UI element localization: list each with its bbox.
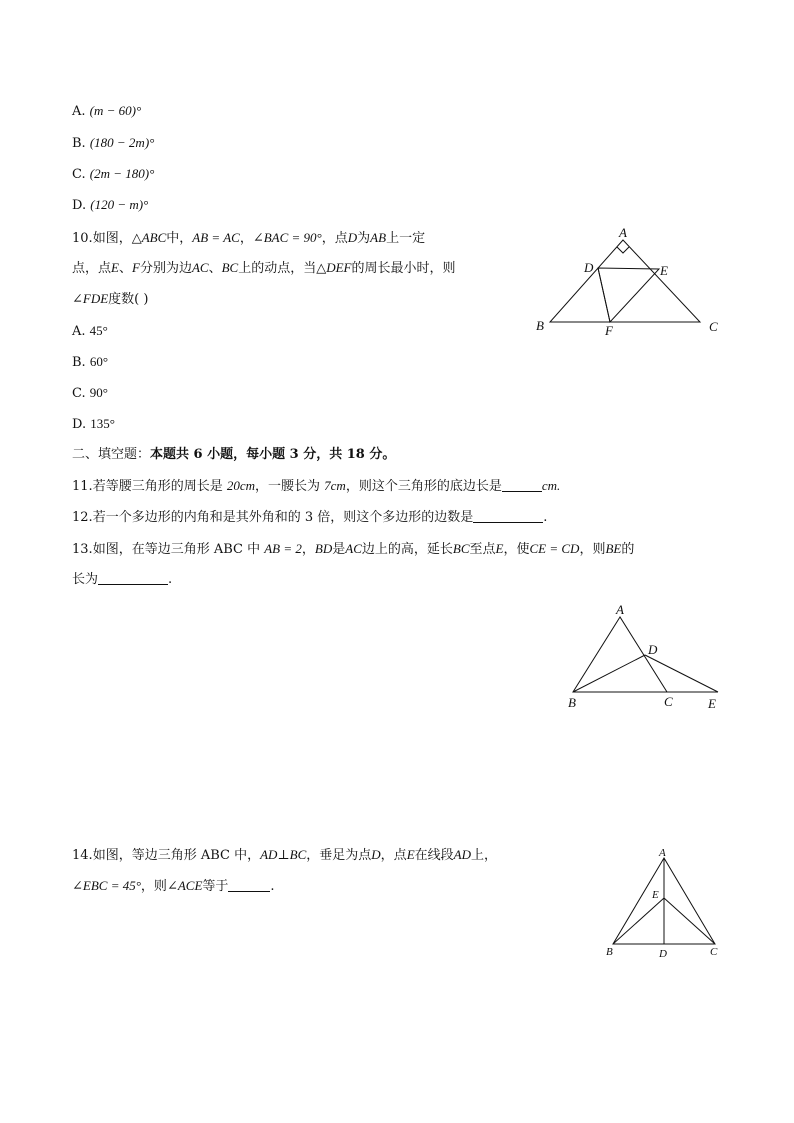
q10-option-c: C. 90° (72, 385, 108, 401)
q14-answer-blank[interactable] (228, 878, 270, 892)
q10-option-a: A. 45° (72, 323, 108, 339)
label-b: B (568, 695, 576, 710)
segment-df (598, 268, 610, 322)
label-d: D (659, 948, 667, 960)
segment-ce (664, 898, 715, 944)
q11-answer-blank[interactable] (502, 478, 542, 492)
q12-answer-blank[interactable] (473, 509, 543, 523)
label-e: E (652, 889, 659, 901)
q9-option-d: D. (120 − m)° (72, 197, 149, 213)
label-a: A (616, 602, 624, 617)
label-a: A (659, 847, 666, 859)
segment-bd (573, 655, 645, 692)
q9-option-a: A. (m − 60)° (72, 103, 142, 119)
q13-line-2: 长为 . (72, 572, 173, 587)
q11: 11.若等腰三角形的周长是 20cm，一腰长为 7cm，则这个三角形的底边长是 cm. (72, 478, 561, 494)
q12: 12.若一个多边形的内角和是其外角和的 3 倍，则这个多边形的边数是 . (72, 510, 548, 525)
label-c: C (709, 319, 718, 334)
q13-figure (560, 600, 730, 715)
label-c: C (710, 946, 718, 958)
q10-line-2: 点，点E、F分别为边AC、BC上的动点，当△DEF的周长最小时，则 (72, 260, 456, 276)
triangle-abc (550, 240, 700, 322)
label-a: A (619, 225, 627, 240)
q10-line-3: ∠FDE度数( ) (72, 291, 149, 307)
q10-option-b: B. 60° (72, 354, 109, 370)
label-e: E (708, 696, 716, 711)
right-angle-mark (617, 247, 629, 253)
section-2-heading: 二、填空题：本题共 6 小题，每小题 3 分，共 18 分。 (72, 447, 396, 462)
q13-line-1: 13.如图，在等边三角形 ABC 中 AB = 2，BD是AC边上的高，延长BC至点E，使CE = CD，则BE的 (72, 541, 635, 557)
q14-line-2: ∠EBC = 45°，则∠ACE等于 . (72, 878, 275, 894)
segment-be (613, 898, 664, 944)
q9-option-c: C. (2m − 180)° (72, 166, 155, 182)
q14-figure (600, 845, 730, 965)
q9-option-b: B. (180 − 2m)° (72, 135, 155, 151)
q10-option-d: D. 135° (72, 416, 115, 432)
label-b: B (606, 946, 613, 958)
q10-figure (530, 225, 730, 340)
label-b: B (536, 318, 544, 333)
q10-line-1: 10.如图，△ABC中，AB = AC，∠BAC = 90°，点D为AB上一定 (72, 230, 426, 246)
label-f: F (605, 323, 613, 338)
label-c: C (664, 694, 673, 709)
q13-answer-blank[interactable] (98, 571, 168, 585)
triangle-def (598, 268, 659, 322)
label-d: D (584, 260, 594, 275)
label-e: E (660, 263, 668, 278)
q14-line-1: 14.如图，等边三角形 ABC 中，AD⊥BC，垂足为点D，点E在线段AD上， (72, 847, 498, 863)
label-d: D (648, 642, 658, 657)
